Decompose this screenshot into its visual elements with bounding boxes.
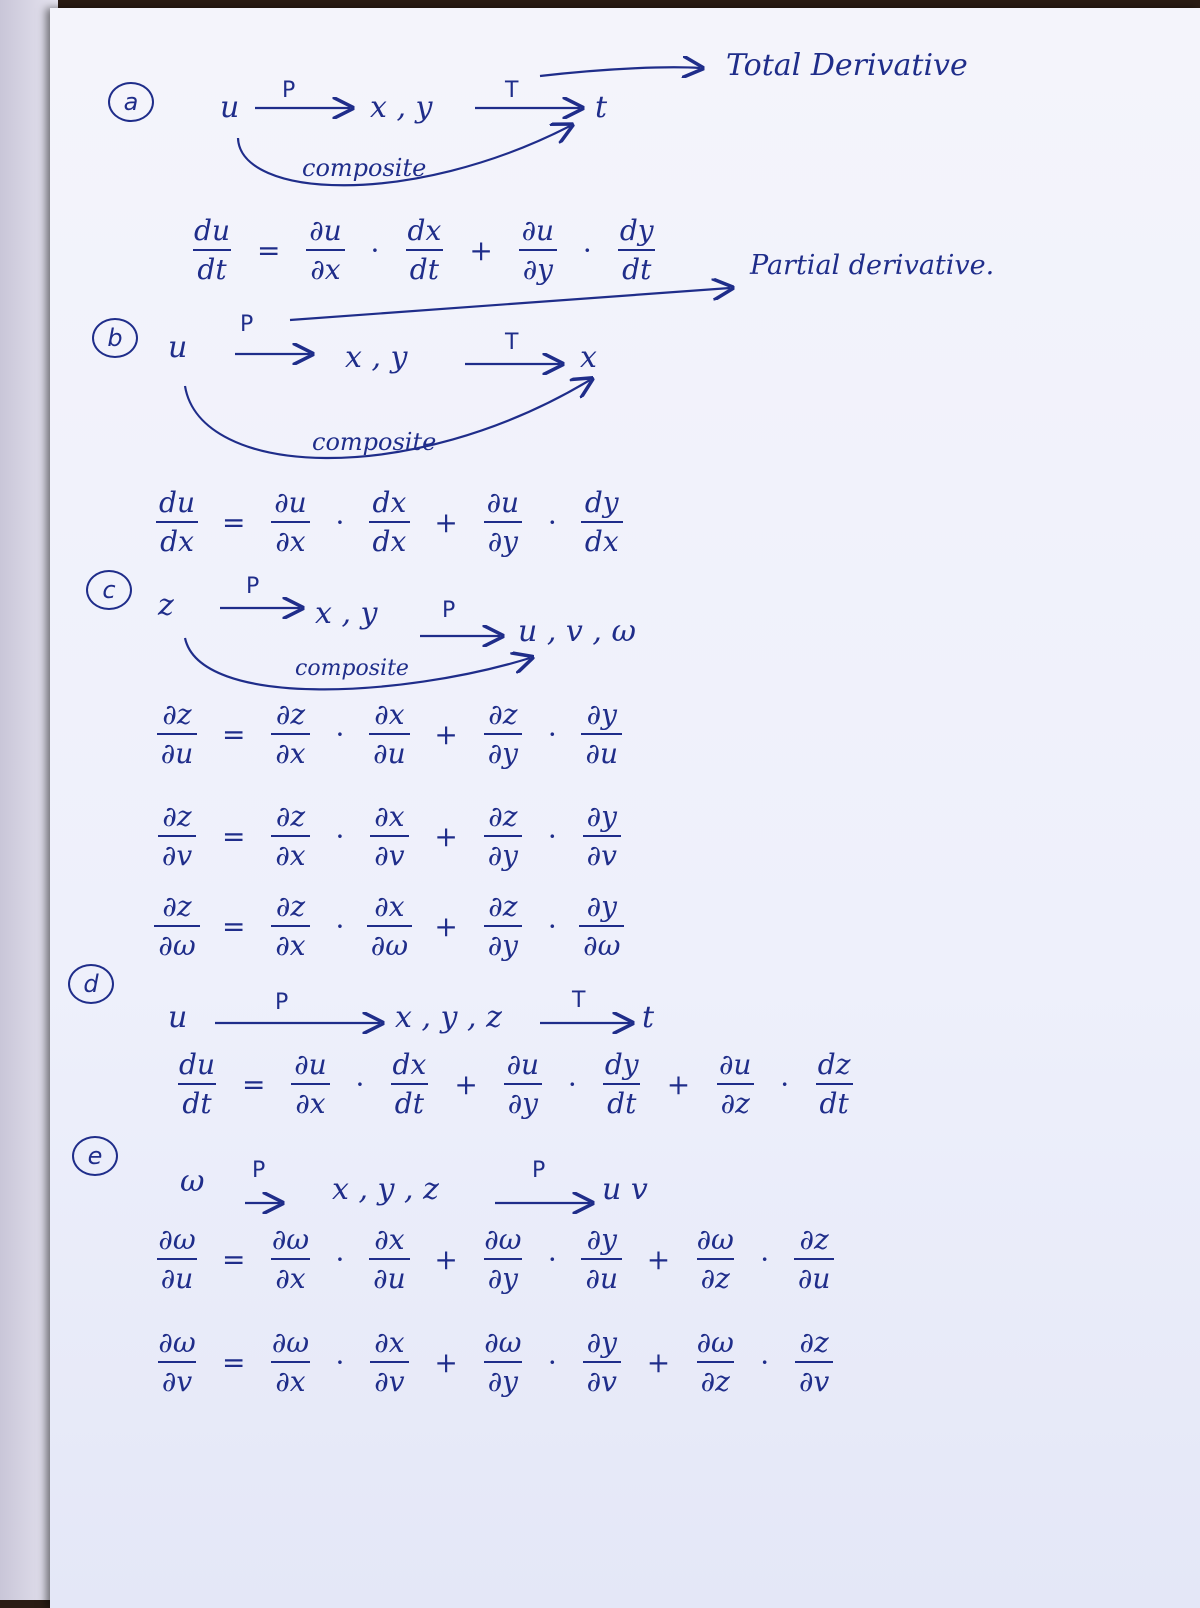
section-a-note-partial-derivative: Partial derivative. (750, 250, 995, 281)
equation-operator: + (434, 717, 458, 751)
equation-operator: = (222, 1345, 246, 1379)
section-a-note-total-derivative: Total Derivative (726, 48, 968, 83)
section-e-arrow2-label: P (532, 1158, 546, 1183)
section-a-variables: x , y (370, 90, 433, 125)
fraction-denominator: ∂v (158, 835, 196, 872)
equation-operator: · (547, 909, 557, 943)
equation-fraction (688, 1223, 742, 1295)
equation-operator: + (434, 819, 458, 853)
section-e-variables: x , y , z (332, 1172, 439, 1207)
fraction-denominator: ∂ω (367, 925, 412, 962)
fraction-numerator: ∂z (488, 698, 518, 731)
equation-fraction (263, 1223, 317, 1295)
equation-fraction (150, 890, 204, 962)
equation-operator: = (222, 505, 246, 539)
equation-fraction (575, 890, 629, 962)
fraction-denominator: ∂y (484, 835, 522, 872)
fraction-denominator: ∂y (504, 1083, 542, 1120)
section-a-arrow1-label: P (282, 78, 296, 103)
equation-fraction (298, 214, 352, 286)
section-a-equation (185, 214, 664, 286)
fraction-denominator: ∂v (583, 835, 621, 872)
fraction-denominator: ∂x (271, 925, 309, 962)
fraction-numerator: ∂ω (696, 1326, 734, 1359)
equation-fraction (575, 698, 629, 770)
equation-operator: · (370, 233, 380, 267)
fraction-numerator: ∂z (162, 890, 192, 923)
equation-fraction (807, 1048, 861, 1120)
fraction-numerator: ∂x (374, 698, 405, 731)
fraction-numerator: ∂z (799, 1223, 829, 1256)
fraction-numerator: ∂z (162, 698, 192, 731)
section-b-equation (150, 486, 629, 558)
fraction-denominator: ∂y (484, 521, 522, 558)
equation-operator: · (780, 1067, 790, 1101)
equation-operator: · (567, 1067, 577, 1101)
section-c-arrow2-label: P (442, 598, 456, 623)
fraction-denominator: ∂u (369, 1258, 410, 1295)
equation-operator: = (222, 819, 246, 853)
fraction-denominator: dx (156, 521, 198, 558)
equation-fraction (150, 800, 204, 872)
fraction-numerator: ∂ω (484, 1223, 522, 1256)
equation-operator: + (434, 1345, 458, 1379)
fraction-numerator: ∂y (586, 890, 617, 923)
fraction-numerator: ∂x (374, 890, 405, 923)
section-e-chain-start: ω (180, 1164, 205, 1199)
equation-fraction (362, 800, 416, 872)
equation-operator: + (434, 909, 458, 943)
section-e-tag: e (72, 1136, 118, 1176)
equation-fraction (496, 1048, 550, 1120)
equation-operator: · (547, 819, 557, 853)
fraction-numerator: ∂u (506, 1048, 540, 1081)
fraction-denominator: ∂x (291, 1083, 329, 1120)
section-a-composite-label: composite (302, 154, 427, 182)
equation-operator: · (335, 1345, 345, 1379)
fraction-denominator: dx (369, 521, 411, 558)
equation-operator: · (335, 819, 345, 853)
equation-fraction (263, 486, 317, 558)
section-e-equation-u (150, 1223, 841, 1295)
equation-fraction (708, 1048, 762, 1120)
fraction-numerator: ∂z (488, 800, 518, 833)
equation-operator: + (469, 233, 493, 267)
fraction-numerator: dx (407, 214, 442, 247)
fraction-denominator: ∂y (484, 733, 522, 770)
fraction-numerator: ∂y (586, 1223, 617, 1256)
equation-fraction (476, 698, 530, 770)
equation-operator: · (335, 717, 345, 751)
fraction-numerator: dy (584, 486, 619, 519)
fraction-denominator: dt (391, 1083, 428, 1120)
equation-fraction (263, 698, 317, 770)
section-b-variables: x , y (345, 340, 408, 375)
fraction-numerator: ∂ω (271, 1223, 310, 1256)
equation-fraction (476, 890, 530, 962)
equation-fraction (362, 1223, 416, 1295)
section-a-chain-start: u (220, 90, 240, 125)
fraction-denominator: dx (581, 521, 623, 558)
section-b-chain-start: u (168, 330, 188, 365)
equation-operator: · (335, 505, 345, 539)
fraction-denominator: ∂ω (154, 925, 199, 962)
equation-operator: · (547, 1242, 557, 1276)
fraction-denominator: dt (603, 1083, 640, 1120)
fraction-numerator: dy (604, 1048, 639, 1081)
fraction-numerator: dx (392, 1048, 427, 1081)
fraction-denominator: dt (178, 1083, 215, 1120)
equation-fraction (688, 1326, 742, 1398)
equation-fraction (150, 486, 204, 558)
equation-operator: + (646, 1242, 671, 1276)
section-d-equation (170, 1048, 861, 1120)
fraction-numerator: ∂u (294, 1048, 327, 1081)
fraction-numerator: ∂x (374, 1223, 405, 1256)
fraction-numerator: du (159, 486, 195, 519)
section-b-arrow2-label: T (505, 330, 519, 355)
fraction-denominator: ∂y (484, 925, 522, 962)
equation-operator: + (646, 1345, 671, 1379)
equation-fraction (575, 800, 629, 872)
fraction-numerator: ∂y (586, 1326, 617, 1359)
section-c-chain-start: z (158, 588, 174, 623)
fraction-numerator: ∂z (275, 698, 306, 731)
equation-fraction (150, 698, 204, 770)
fraction-denominator: ∂v (583, 1361, 621, 1398)
equation-operator: · (335, 1242, 345, 1276)
fraction-numerator: ∂u (718, 1048, 752, 1081)
equation-fraction (476, 800, 530, 872)
equation-fraction (476, 1326, 530, 1398)
fraction-numerator: ∂u (486, 486, 520, 519)
equation-operator: · (335, 909, 345, 943)
section-b-tag: b (92, 318, 138, 358)
equation-operator: + (434, 505, 458, 539)
equation-fraction (150, 1326, 204, 1398)
equation-operator: = (222, 909, 246, 943)
equation-fraction (575, 1223, 629, 1295)
section-c-chain-end: u , v , ω (518, 614, 636, 649)
equation-fraction (170, 1048, 224, 1120)
equation-operator: · (760, 1242, 770, 1276)
equation-fraction (787, 1223, 841, 1295)
section-b-chain-end: x (580, 340, 597, 375)
equation-operator: · (547, 717, 557, 751)
equation-fraction (787, 1326, 841, 1398)
equation-operator: · (547, 1345, 557, 1379)
fraction-numerator: dz (817, 1048, 851, 1081)
fraction-denominator: dt (618, 249, 655, 286)
section-c-tag: c (86, 570, 132, 610)
equation-operator: + (454, 1067, 478, 1101)
fraction-numerator: ∂u (521, 214, 555, 247)
fraction-denominator: ∂u (581, 1258, 622, 1295)
section-c-equation-v (150, 800, 629, 872)
fraction-denominator: ∂v (795, 1361, 833, 1398)
equation-fraction (595, 1048, 649, 1120)
fraction-denominator: ∂ω (579, 925, 624, 962)
section-d-tag: d (68, 964, 114, 1004)
equation-fraction (150, 1223, 204, 1295)
equation-fraction (610, 214, 664, 286)
equation-fraction (397, 214, 451, 286)
fraction-denominator: ∂x (271, 1258, 309, 1295)
fraction-denominator: ∂u (157, 733, 198, 770)
fraction-numerator: ∂u (274, 486, 307, 519)
fraction-denominator: ∂y (519, 249, 557, 286)
equation-fraction (362, 1326, 416, 1398)
equation-fraction (476, 486, 530, 558)
section-b-composite-label: composite (312, 428, 437, 456)
equation-fraction (511, 214, 565, 286)
fraction-numerator: dx (372, 486, 407, 519)
equation-operator: · (760, 1345, 770, 1379)
fraction-numerator: ∂ω (158, 1223, 196, 1256)
fraction-denominator: ∂u (369, 733, 410, 770)
fraction-numerator: ∂x (374, 1326, 405, 1359)
section-d-variables: x , y , z (395, 1000, 502, 1035)
fraction-denominator: ∂y (484, 1258, 522, 1295)
fraction-numerator: ∂ω (158, 1326, 196, 1359)
section-a-chain-end: t (595, 90, 608, 125)
section-d-arrow2-label: T (572, 988, 586, 1013)
section-b-arrow1-label: P (240, 312, 254, 337)
fraction-numerator: dy (619, 214, 654, 247)
equation-operator: = (257, 233, 281, 267)
equation-fraction (283, 1048, 337, 1120)
fraction-denominator: ∂v (370, 835, 408, 872)
handwritten-sheet (50, 8, 1200, 1608)
fraction-denominator: ∂z (697, 1361, 734, 1398)
equation-operator: · (355, 1067, 365, 1101)
fraction-numerator: ∂z (162, 800, 192, 833)
equation-fraction (362, 698, 416, 770)
arrow-a-note (540, 67, 700, 76)
fraction-numerator: ∂y (586, 800, 617, 833)
fraction-denominator: ∂x (306, 249, 344, 286)
fraction-numerator: ∂ω (696, 1223, 734, 1256)
fraction-denominator: ∂z (717, 1083, 754, 1120)
equation-operator: = (242, 1067, 266, 1101)
fraction-numerator: ∂ω (484, 1326, 522, 1359)
equation-operator: + (434, 1242, 458, 1276)
equation-fraction (362, 890, 416, 962)
section-a-tag: a (108, 82, 154, 122)
fraction-denominator: ∂u (581, 733, 622, 770)
section-d-arrow1-label: P (275, 990, 289, 1015)
fraction-denominator: ∂y (484, 1361, 522, 1398)
fraction-numerator: ∂u (309, 214, 342, 247)
fraction-denominator: ∂x (271, 1361, 309, 1398)
section-c-arrow1-label: P (246, 574, 260, 599)
equation-operator: · (547, 505, 557, 539)
fraction-numerator: ∂z (488, 890, 518, 923)
equation-operator: = (222, 717, 246, 751)
fraction-denominator: ∂u (157, 1258, 198, 1295)
equation-fraction (362, 486, 416, 558)
fraction-denominator: ∂x (271, 835, 309, 872)
fraction-denominator: dt (406, 249, 443, 286)
fraction-denominator: ∂z (697, 1258, 734, 1295)
fraction-numerator: ∂x (374, 800, 405, 833)
equation-operator: = (222, 1242, 246, 1276)
section-c-equation-w (150, 890, 629, 962)
fraction-denominator: ∂v (370, 1361, 408, 1398)
section-e-chain-end: u v (602, 1172, 648, 1207)
fraction-numerator: du (194, 214, 230, 247)
equation-fraction (263, 1326, 317, 1398)
equation-fraction (185, 214, 239, 286)
fraction-numerator: ∂ω (271, 1326, 310, 1359)
fraction-denominator: dt (193, 249, 230, 286)
fraction-denominator: ∂v (158, 1361, 196, 1398)
fraction-numerator: ∂y (586, 698, 617, 731)
equation-fraction (263, 890, 317, 962)
fraction-numerator: ∂z (799, 1326, 829, 1359)
fraction-denominator: ∂u (794, 1258, 835, 1295)
equation-fraction (476, 1223, 530, 1295)
equation-fraction (575, 486, 629, 558)
fraction-denominator: dt (816, 1083, 853, 1120)
equation-operator: + (666, 1067, 691, 1101)
fraction-numerator: ∂z (275, 890, 306, 923)
section-a-arrow2-label: T (505, 78, 519, 103)
section-c-equation-u (150, 698, 629, 770)
fraction-denominator: ∂x (271, 733, 309, 770)
equation-fraction (575, 1326, 629, 1398)
section-d-chain-start: u (168, 1000, 188, 1035)
section-c-variables: x , y (315, 596, 378, 631)
section-d-chain-end: t (642, 1000, 655, 1035)
fraction-numerator: ∂z (275, 800, 306, 833)
arrow-partial-note (290, 288, 730, 320)
equation-fraction (382, 1048, 436, 1120)
section-c-composite-label: composite (295, 656, 409, 681)
section-e-equation-v (150, 1326, 841, 1398)
section-e-arrow1-label: P (252, 1158, 266, 1183)
equation-operator: · (582, 233, 592, 267)
fraction-denominator: ∂x (271, 521, 309, 558)
equation-fraction (263, 800, 317, 872)
fraction-numerator: du (179, 1048, 215, 1081)
